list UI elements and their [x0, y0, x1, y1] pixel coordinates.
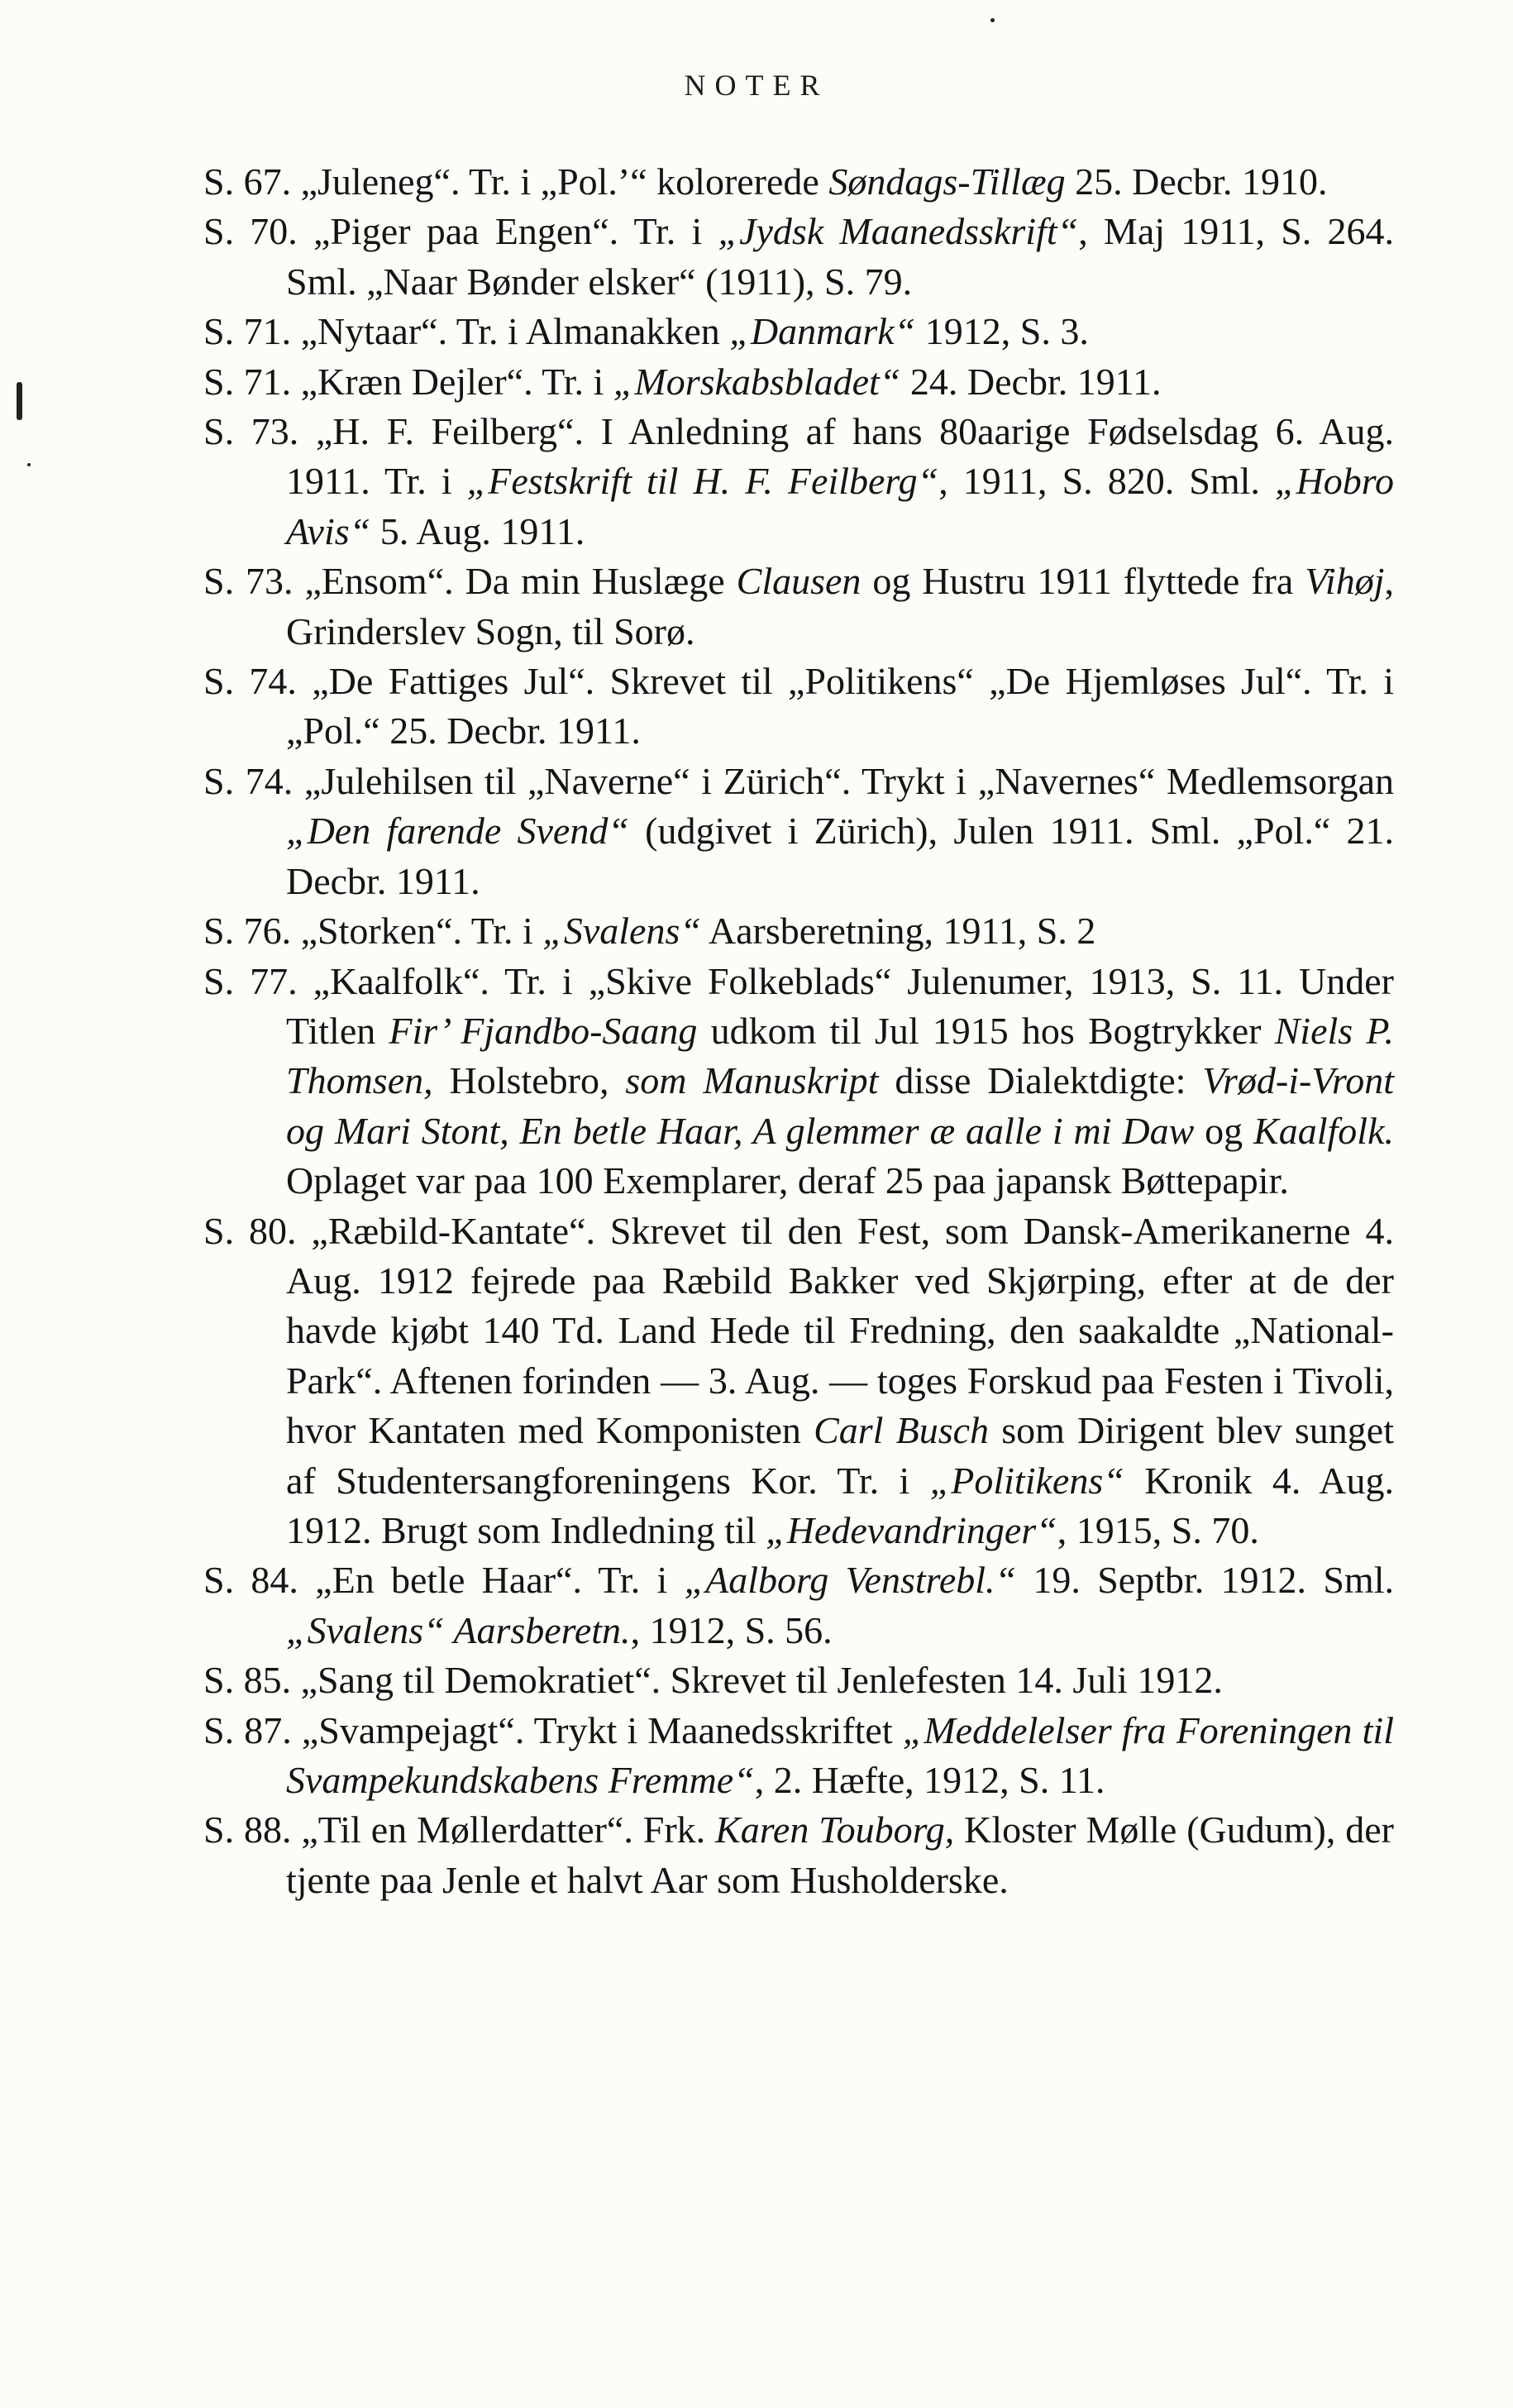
note-text: Aarsberetning, 1911, S. 2	[700, 910, 1096, 953]
note-italic-text: „Aalborg Venstrebl.“	[684, 1559, 1017, 1602]
note-text: „H. F. Feilberg“. I Anledning af hans 80aarige Fødselsdag 6. Aug. 1911. Tr. i	[286, 410, 1394, 503]
note-text: 19. Septbr. 1912. Sml.	[1016, 1559, 1394, 1602]
note-text: , Grinderslev Sogn, til Sorø.	[286, 560, 1394, 652]
note-text: „Ræbild-Kantate“. Skrevet til den Fest, som Dansk-Amerikanerne 4. Aug. 1912 fejrede paa Ræbild Bakker ved Skjørping, efter at de der havde kjøbt 140 Td. Land Hede til Fredning, den saakaldte „National-Park“. Aftenen forinden — 3. Aug. — toges Forskud paa Festen i Tivoli, hvor Kantaten med Komponisten	[286, 1209, 1394, 1452]
note-page-ref: S. 74.	[203, 759, 294, 802]
note-page-ref: S. 88.	[203, 1808, 292, 1851]
note-text: og	[1194, 1109, 1254, 1152]
note-italic-text: „Hedevandringer“	[766, 1508, 1057, 1551]
note-page-ref: S. 87.	[203, 1708, 292, 1751]
note-text: „Julehilsen til „Naverne“ i Zürich“. Trykt i „Navernes“ Medlemsorgan	[293, 759, 1394, 802]
margin-mark	[990, 18, 995, 22]
note-text: „Kaalfolk“. Tr. i „Skive Folkeblads“ Julenumer, 1913, S. 11. Under Titlen	[286, 959, 1394, 1052]
note-italic-text: „Hobro Avis“	[286, 460, 1394, 552]
note-italic-text: Kaalfolk.	[1253, 1109, 1394, 1152]
note-italic-text: Karen Touborg,	[715, 1808, 955, 1851]
note-page-ref: S. 84.	[203, 1559, 298, 1602]
note-text: „En betle Haar“. Tr. i	[298, 1559, 685, 1602]
note-entry	[203, 357, 1394, 407]
note-italic-text: Søndags-Tillæg	[828, 160, 1066, 203]
note-page-ref: S. 73.	[203, 410, 299, 453]
note-text: Holstebro,	[432, 1059, 626, 1102]
note-page-ref: S. 76.	[203, 910, 292, 953]
note-text: „Storken“. Tr. i	[291, 910, 543, 953]
note-text: „Nytaar“. Tr. i Almanakken	[291, 310, 730, 353]
note-italic-text: som Manuskript	[625, 1059, 879, 1102]
note-text: disse Dialektdigte:	[878, 1059, 1203, 1102]
note-entry	[203, 757, 1394, 906]
note-italic-text: Vihøj	[1305, 560, 1385, 603]
note-italic-text: „Festskrift til H. F. Feilberg“	[466, 460, 939, 503]
note-entry	[203, 957, 1394, 1206]
note-page-ref: S. 73.	[203, 560, 294, 603]
note-text: 24. Decbr. 1911.	[900, 360, 1162, 403]
note-italic-text: Vrød-i-Vront	[1202, 1059, 1394, 1102]
note-text: , 1912, S. 56.	[630, 1608, 833, 1651]
margin-mark	[17, 382, 22, 420]
note-text: , 1911, S. 820. Sml.	[938, 460, 1275, 503]
note-italic-text: „Meddelelser fra Foreningen til Svampekundskabens Fremme“	[286, 1708, 1394, 1801]
note-entry	[203, 1206, 1394, 1556]
note-entry	[203, 657, 1394, 757]
note-text: Kronik 4. Aug. 1912. Brugt som Indledning til	[286, 1459, 1394, 1551]
note-text: „De Fattiges Jul“. Skrevet til „Politikens“ „De Hjemløses Jul“. Tr. i „Pol.“ 25. Decbr. 1911.	[286, 660, 1394, 752]
notes-list	[203, 157, 1394, 1905]
note-italic-text: og Mari Stont, En betle Haar, A glemmer æ aalle i mi Daw	[286, 1109, 1195, 1152]
note-italic-text: „Politikens“	[929, 1459, 1124, 1502]
note-text: udkom til Jul 1915 hos Bogtrykker	[697, 1009, 1275, 1052]
note-text: „Sang til Demokratiet“. Skrevet til Jenlefesten 14. Juli 1912.	[291, 1659, 1223, 1702]
page-header: NOTER	[684, 69, 829, 102]
note-page-ref: S. 74.	[203, 660, 297, 703]
note-text: „Kræn Dejler“. Tr. i	[291, 360, 613, 403]
note-entry	[203, 407, 1394, 557]
note-page-ref: S. 77.	[203, 959, 298, 1002]
note-italic-text: Fir’ Fjandbo-Saang	[389, 1009, 698, 1052]
note-text: (udgivet i Zürich), Julen 1911. Sml. „Pol.“ 21. Decbr. 1911.	[286, 810, 1394, 902]
note-entry	[203, 207, 1394, 307]
note-page-ref: S. 67.	[203, 160, 292, 203]
note-text: , Maj 1911, S. 264. Sml. „Naar Bønder elsker“ (1911), S. 79.	[286, 210, 1394, 303]
note-text: „Til en Møllerdatter“. Frk.	[291, 1808, 716, 1851]
note-italic-text: Niels P. Thomsen,	[286, 1009, 1394, 1102]
note-text: 1912, S. 3.	[915, 310, 1089, 353]
note-page-ref: S. 71.	[203, 310, 292, 353]
note-entry	[203, 906, 1394, 956]
note-page-ref: S. 80.	[203, 1209, 297, 1252]
note-entry	[203, 1656, 1394, 1705]
margin-mark	[27, 463, 31, 466]
note-text: „Svampejagt“. Trykt i Maanedsskriftet	[291, 1708, 903, 1751]
note-italic-text: „Den farende Svend“	[286, 810, 629, 853]
note-entry	[203, 1555, 1394, 1656]
note-page-ref: S. 85.	[203, 1659, 292, 1702]
note-entry	[203, 557, 1394, 657]
note-page-ref: S. 71.	[203, 360, 292, 403]
note-text: , 1915, S. 70.	[1057, 1508, 1259, 1551]
note-text: 5. Aug. 1911.	[370, 509, 585, 552]
note-text: Kloster Mølle (Gudum), der tjente paa Jenle et halvt Aar som Husholderske.	[286, 1808, 1395, 1901]
note-text: „Ensom“. Da min Huslæge	[293, 560, 737, 603]
note-entry	[203, 1805, 1394, 1905]
note-text: , 2. Hæfte, 1912, S. 11.	[754, 1759, 1105, 1801]
note-text: „Juleneg“. Tr. i „Pol.’“ kolorerede	[291, 160, 829, 203]
note-italic-text: „Morskabsbladet“	[613, 360, 901, 403]
note-text: „Piger paa Engen“. Tr. i	[297, 210, 718, 253]
note-italic-text: Clausen	[736, 560, 862, 603]
note-text: og Hustru 1911 flyttede fra	[861, 560, 1305, 603]
note-italic-text: „Jydsk Maanedsskrift“	[718, 210, 1079, 253]
note-text: Oplaget var paa 100 Exemplarer, deraf 25 paa japansk Bøttepapir.	[286, 1159, 1289, 1202]
note-entry	[203, 157, 1394, 207]
note-text: 25. Decbr. 1910.	[1065, 160, 1328, 203]
note-page-ref: S. 70.	[203, 210, 298, 253]
note-italic-text: „Svalens“	[542, 910, 701, 953]
note-italic-text: „Svalens“ Aarsberetn.	[286, 1608, 631, 1651]
note-italic-text: „Danmark“	[729, 310, 916, 353]
note-entry	[203, 307, 1394, 356]
note-text: som Dirigent blev sunget af Studentersangforeningens Kor. Tr. i	[286, 1409, 1394, 1502]
note-entry	[203, 1706, 1394, 1806]
note-italic-text: Carl Busch	[814, 1409, 990, 1452]
